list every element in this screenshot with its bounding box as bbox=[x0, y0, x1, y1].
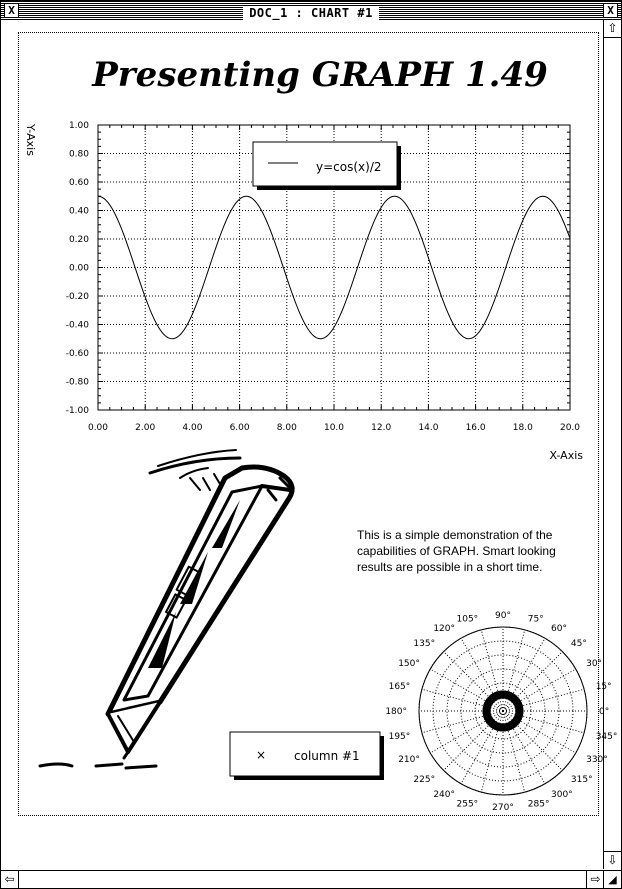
polar-angle-label: 180° bbox=[385, 707, 407, 717]
polar-grid bbox=[419, 627, 587, 795]
y-tick-label: 0.20 bbox=[68, 235, 89, 245]
polar-angle-label: 300° bbox=[551, 790, 573, 801]
scroll-down-arrow-icon[interactable]: ⇩ bbox=[604, 851, 621, 869]
x-tick-label: 20.0 bbox=[559, 423, 581, 433]
polar-angle-label: 0° bbox=[599, 707, 610, 717]
polar-angle-label: 45° bbox=[570, 639, 587, 650]
y-axis-label: Y-Axis bbox=[24, 124, 37, 156]
x-tick-label: 14.0 bbox=[418, 423, 439, 433]
y-tick-label: -0.60 bbox=[65, 349, 89, 359]
polar-angle-label: 90° bbox=[495, 611, 511, 621]
polar-angle-label: 135° bbox=[413, 639, 436, 650]
polar-angle-label: 105° bbox=[456, 614, 479, 625]
polar-angle-label: 30° bbox=[586, 659, 603, 669]
x-tick-label: 2.00 bbox=[135, 423, 156, 433]
scroll-up-arrow-icon[interactable]: ⇧ bbox=[604, 20, 621, 38]
x-tick-label: 16.0 bbox=[465, 423, 486, 433]
x-axis-label: X-Axis bbox=[549, 449, 583, 462]
polar-angle-label: 60° bbox=[551, 623, 567, 634]
size-box[interactable]: ◢ bbox=[603, 870, 621, 888]
polar-angle-label: 315° bbox=[570, 774, 593, 785]
y-tick-label: -0.20 bbox=[65, 292, 89, 302]
polar-angle-label: 225° bbox=[413, 774, 436, 785]
polar-angle-label: 210° bbox=[398, 755, 420, 765]
polar-angle-label: 270° bbox=[492, 803, 514, 813]
polar-chart bbox=[385, 611, 617, 813]
y-tick-label: -0.40 bbox=[65, 320, 89, 331]
polar-angle-label: 285° bbox=[527, 799, 550, 810]
line-chart bbox=[24, 121, 583, 462]
y-tick-label: 0.40 bbox=[68, 206, 89, 217]
x-tick-label: 4.00 bbox=[182, 423, 203, 433]
y-tick-label: -1.00 bbox=[65, 406, 89, 416]
polar-angle-label: 195° bbox=[388, 731, 411, 742]
y-tick-label: 0.00 bbox=[68, 263, 89, 274]
x-tick-label: 12.0 bbox=[371, 423, 392, 433]
y-tick-label: 0.60 bbox=[68, 178, 89, 188]
polar-angle-label: 255° bbox=[456, 799, 479, 810]
y-tick-label: 1.00 bbox=[68, 121, 89, 131]
polar-angle-label: 240° bbox=[433, 790, 455, 801]
close-box[interactable]: X bbox=[4, 3, 19, 18]
x-tick-label: 18.0 bbox=[512, 423, 533, 433]
polar-point bbox=[520, 711, 523, 714]
description-text: This is a simple demonstration of the capabilities of GRAPH. Smart looking results are possible in a short time. bbox=[357, 528, 556, 574]
y-tick-labels bbox=[66, 121, 90, 416]
polar-angle-label: 330° bbox=[586, 755, 608, 765]
x-tick-label: 10.0 bbox=[323, 423, 345, 433]
legend bbox=[253, 142, 401, 190]
polar-angle-label: 15° bbox=[595, 682, 612, 693]
window-title: DOC_1 : CHART #1 bbox=[243, 6, 379, 20]
y-tick-label: 0.80 bbox=[68, 149, 89, 160]
polar-legend-entry: column #1 bbox=[294, 749, 360, 763]
legend-entry: y=cos(x)/2 bbox=[316, 160, 382, 174]
full-box[interactable]: X bbox=[603, 3, 618, 18]
polar-angle-label: 75° bbox=[527, 614, 544, 625]
polar-angle-label: 165° bbox=[388, 682, 411, 693]
y-tick-label: -0.80 bbox=[65, 377, 89, 388]
polar-angle-label: 120° bbox=[433, 623, 455, 634]
scroll-left-arrow-icon[interactable]: ⇦ bbox=[1, 871, 19, 888]
polar-angle-label: 150° bbox=[398, 659, 420, 669]
x-tick-label: 6.00 bbox=[229, 423, 250, 433]
x-tick-label: 8.00 bbox=[276, 423, 297, 433]
x-tick-labels bbox=[88, 423, 580, 433]
x-tick-label: 0.00 bbox=[87, 423, 109, 433]
scroll-right-arrow-icon[interactable]: ⇨ bbox=[586, 871, 604, 888]
legend-marker-icon: × bbox=[256, 748, 267, 762]
polar-legend bbox=[230, 732, 384, 780]
polar-angle-label: 345° bbox=[595, 731, 618, 742]
utility-knife-illustration bbox=[40, 450, 292, 768]
page-title: Presenting GRAPH 1.49 bbox=[92, 55, 548, 95]
